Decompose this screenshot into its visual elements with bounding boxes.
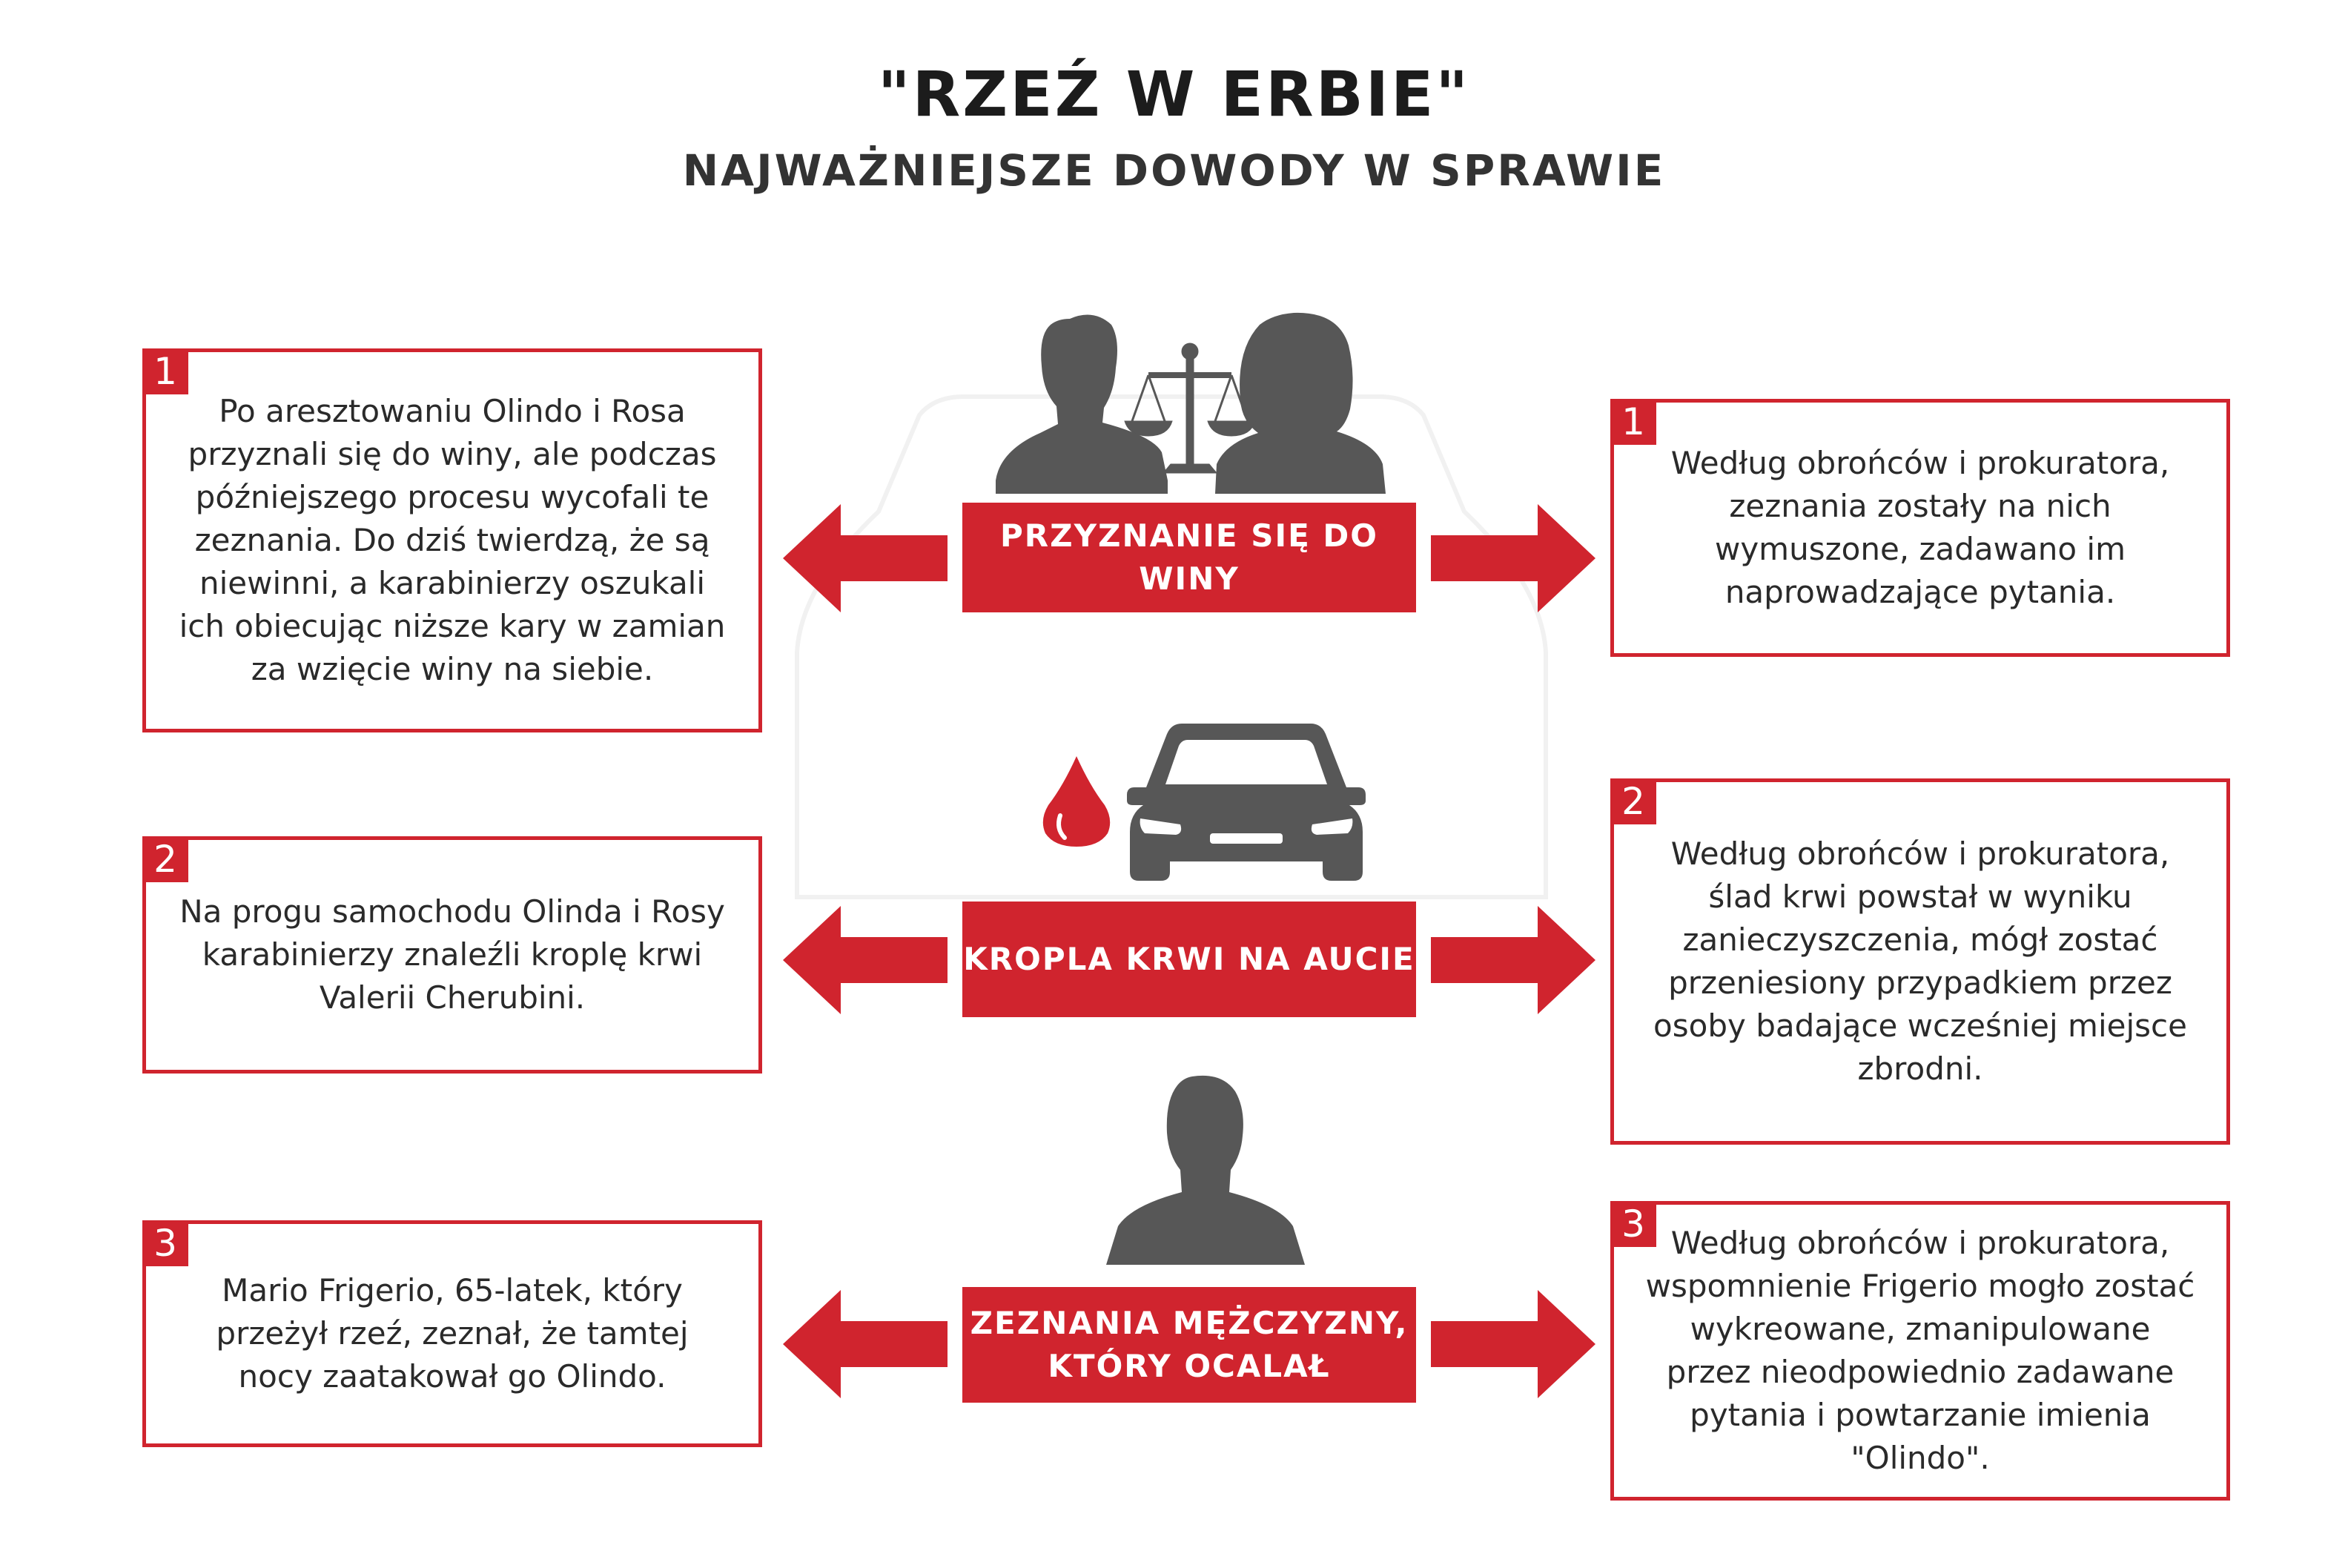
evidence-1-left-arrow	[783, 504, 948, 612]
evidence-2-fact-number: 2	[142, 836, 188, 882]
evidence-2-fact-text: Na progu samochodu Olinda i Rosy karabinierzy znaleźli kroplę krwi Valerii Cherubini.	[179, 893, 725, 1016]
evidence-2-right-arrow	[1431, 906, 1595, 1014]
evidence-2-defense-text: Według obrońców i prokuratora, ślad krwi powstał w wyniku zanieczyszczenia, mógł zostać przeniesiony przypadkiem przez osoby badające wcześniej miejsce zbrodni.	[1653, 836, 2187, 1087]
evidence-3-left-arrow	[783, 1290, 948, 1398]
evidence-1-defense-text: Według obrońców i prokuratora, zeznania zostały na nich wymuszone, zadawano im naprowadzające pytania.	[1670, 445, 2170, 610]
page-title: "RZEŹ W ERBIE"	[877, 58, 1471, 130]
evidence-2-defense-number: 2	[1610, 778, 1656, 824]
evidence-1-fact-box	[142, 348, 762, 732]
evidence-2-left-arrow	[783, 906, 948, 1014]
judicial-scales-people-icon	[990, 305, 1390, 506]
car-icon	[1124, 724, 1369, 881]
evidence-3-label: ZEZNANIA MĘŻCZYZNY, KTÓRY OCALAŁ	[962, 1287, 1416, 1403]
evidence-3-defense-text: Według obrońców i prokuratora, wspomnienie Frigerio mogło zostać wykreowane, zmanipulowane przez nieodpowiednio zadawane pytania i powtarzanie imienia "Olindo".	[1645, 1225, 2195, 1476]
evidence-3-defense-box	[1610, 1201, 2230, 1501]
evidence-3-fact-box	[142, 1220, 762, 1447]
evidence-1-label: PRZYZNANIE SIĘ DO WINY	[962, 503, 1416, 612]
evidence-2-defense-box	[1610, 778, 2230, 1145]
evidence-1-defense-box	[1610, 399, 2230, 657]
evidence-1-fact-number: 1	[142, 348, 188, 394]
evidence-3-right-arrow	[1431, 1290, 1595, 1398]
evidence-3-defense-number: 3	[1610, 1201, 1656, 1247]
blood-drop-icon	[1042, 756, 1111, 847]
evidence-1-fact-text: Po aresztowaniu Olindo i Rosa przyznali się do winy, ale podczas późniejszego procesu wycofali te zeznania. Do dziś twierdzą, że są niewinni, a karabinierzy oszukali ich obiecując niższe kary w zamian za wzięcie winy na siebie.	[179, 393, 726, 687]
evidence-3-fact-number: 3	[142, 1220, 188, 1266]
evidence-2-label: KROPLA KRWI NA AUCIE	[962, 902, 1416, 1017]
evidence-2-fact-box	[142, 836, 762, 1074]
evidence-1-right-arrow	[1431, 504, 1595, 612]
evidence-3-fact-text: Mario Frigerio, 65-latek, który przeżył rzeź, zeznał, że tamtej nocy zaatakował go Olindo.	[216, 1272, 689, 1395]
man-silhouette-icon	[1105, 1074, 1306, 1266]
evidence-1-defense-number: 1	[1610, 399, 1656, 445]
page-subtitle: NAJWAŻNIEJSZE DOWODY W SPRAWIE	[682, 145, 1666, 196]
